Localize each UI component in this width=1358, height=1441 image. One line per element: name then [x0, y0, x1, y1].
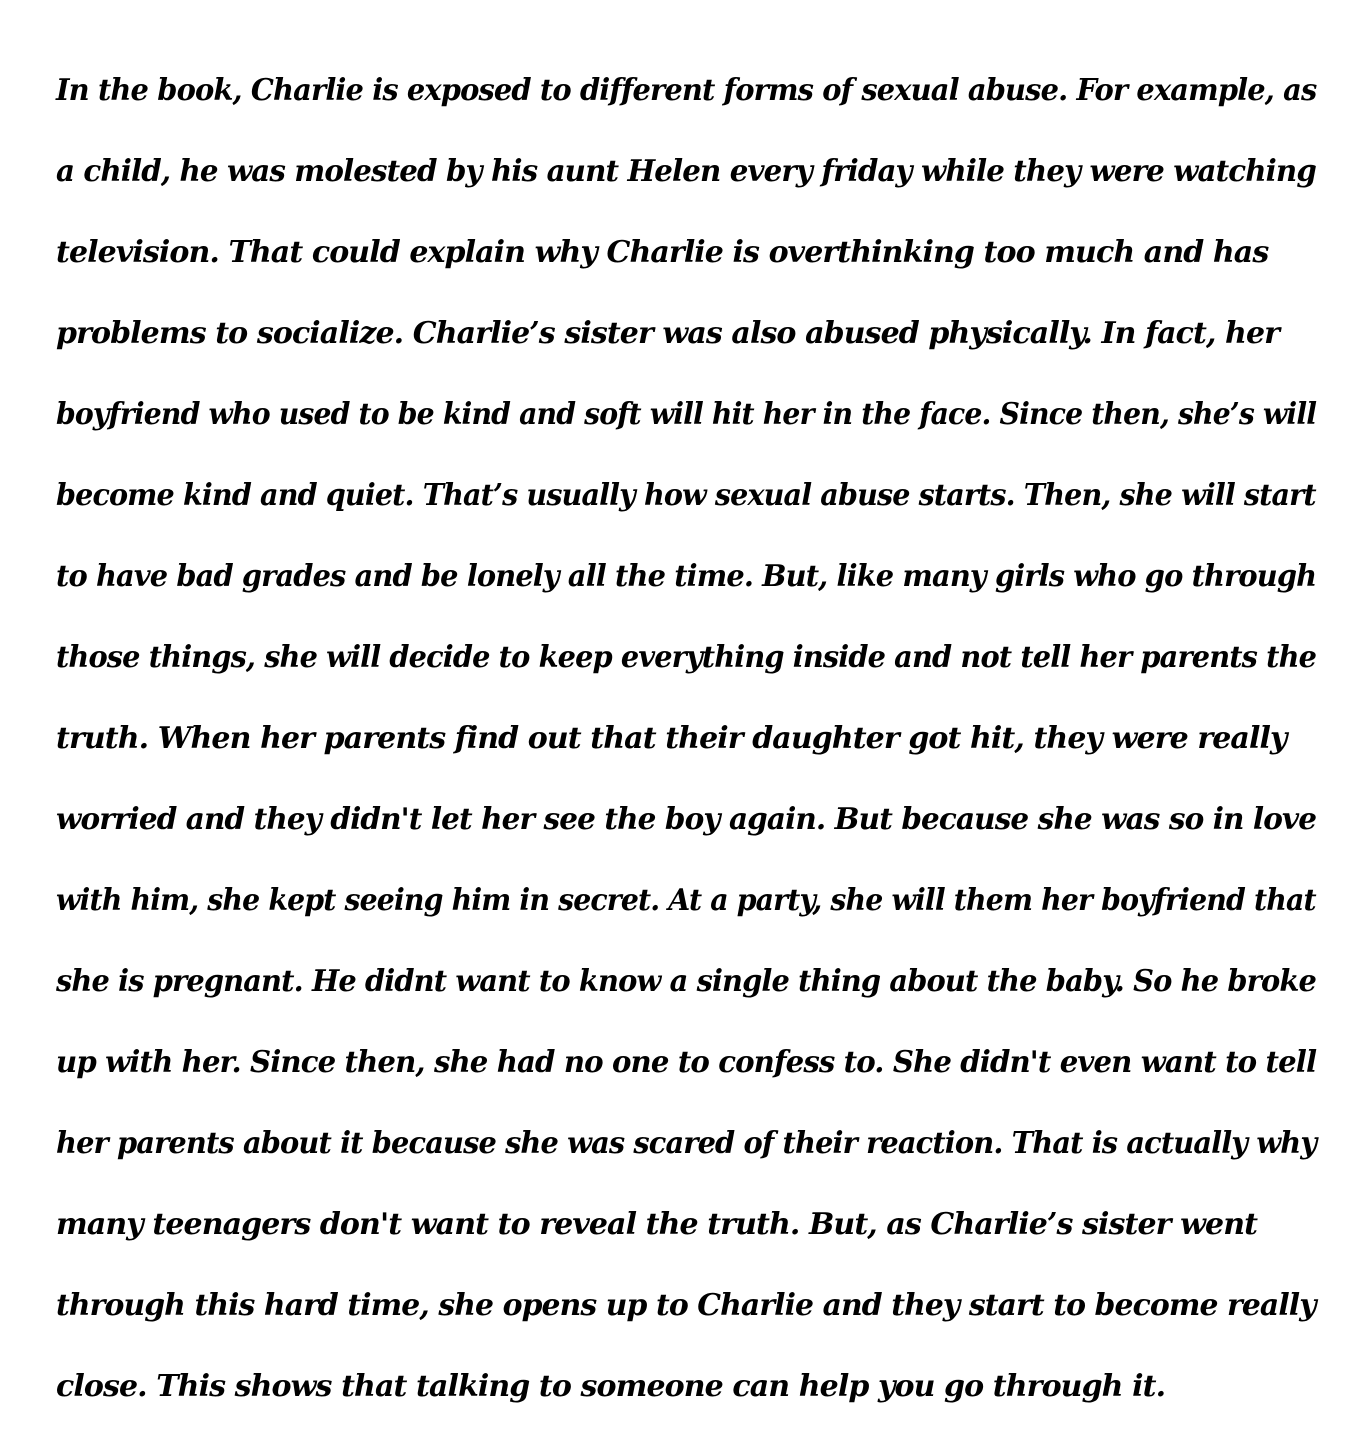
text-line-6: become kind and quiet. That’s usually how sexual abuse starts. Then, she will start [56, 478, 1316, 513]
text-line-5: boyfriend who used to be kind and soft will hit her in the face. Since then, she’s will [56, 397, 1317, 432]
text-line-3: television. That could explain why Charlie is overthinking too much and has [56, 235, 1269, 270]
text-line-8: those things, she will decide to keep everything inside and not tell her parents the [56, 640, 1317, 675]
text-line-1: In the book, Charlie is exposed to different forms of sexual abuse. For example, as [56, 73, 1317, 108]
text-line-17: close. This shows that talking to someone can help you go through it. [56, 1369, 1166, 1404]
text-line-9: truth. When her parents find out that their daughter got hit, they were really [56, 721, 1287, 756]
text-line-16: through this hard time, she opens up to Charlie and they start to become really [56, 1288, 1316, 1323]
text-line-7: to have bad grades and be lonely all the time. But, like many girls who go through [56, 559, 1317, 594]
text-line-15: many teenagers don't want to reveal the truth. But, as Charlie’s sister went [56, 1207, 1258, 1242]
text-line-4: problems to socialize. Charlie’s sister was also abused physically. In fact, her [56, 316, 1280, 351]
text-line-10: worried and they didn't let her see the boy again. But because she was so in love [56, 802, 1317, 837]
text-line-13: up with her. Since then, she had no one to confess to. She didn't even want to tell [56, 1045, 1317, 1080]
handwritten-paragraph [56, 58, 1316, 1435]
text-line-12: she is pregnant. He didnt want to know a single thing about the baby. So he broke [56, 964, 1316, 999]
text-line-2: a child, he was molested by his aunt Helen every friday while they were watching [56, 154, 1316, 189]
text-line-11: with him, she kept seeing him in secret. At a party, she will them her boyfriend that [56, 883, 1316, 918]
text-line-14: her parents about it because she was scared of their reaction. That is actually why [56, 1126, 1317, 1161]
